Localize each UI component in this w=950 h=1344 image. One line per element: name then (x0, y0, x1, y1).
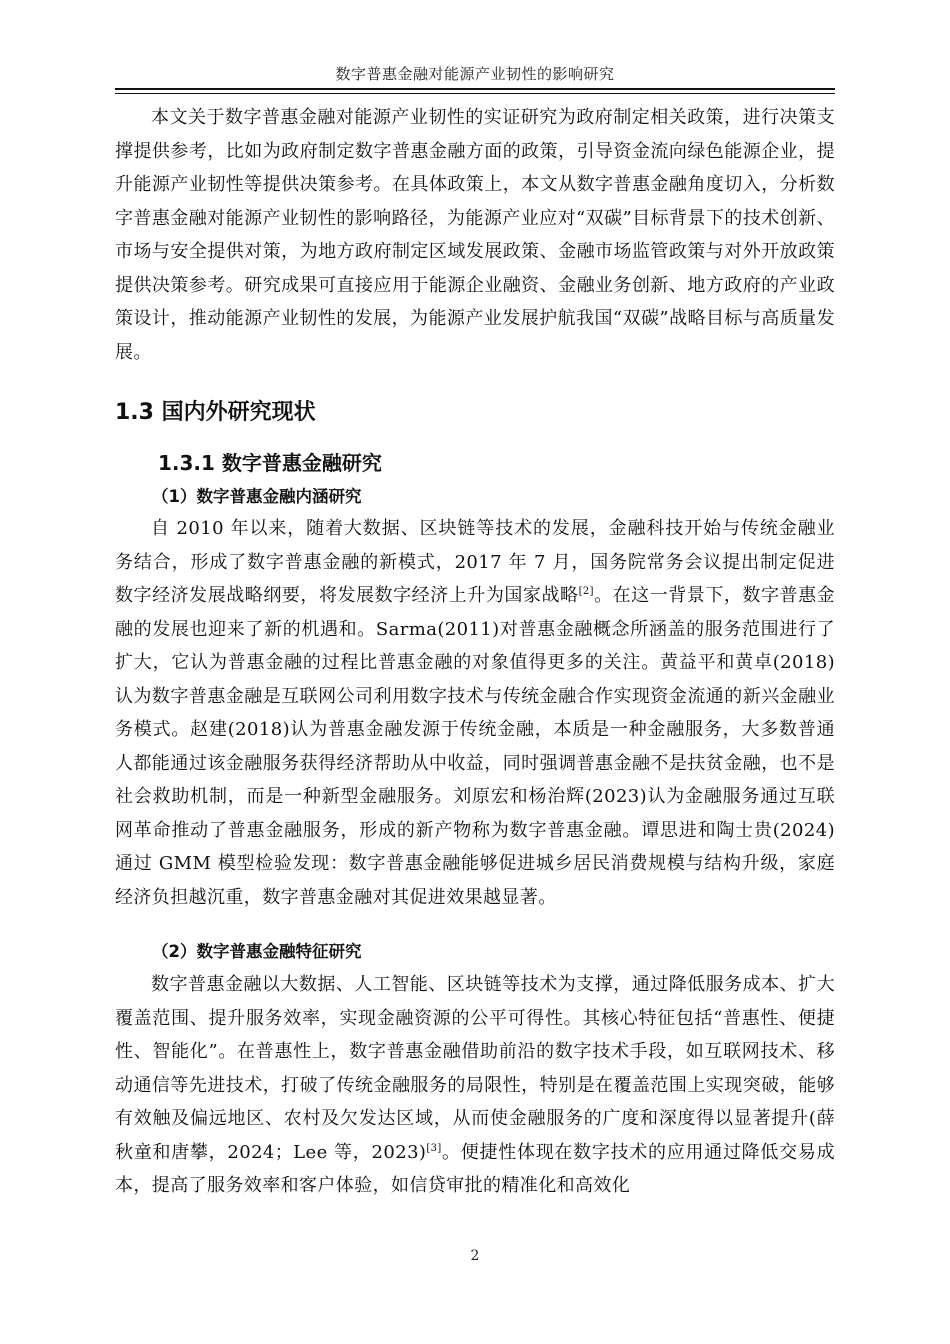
intro-paragraph: 本文关于数字普惠金融对能源产业韧性的实证研究为政府制定相关政策，进行决策支撑提供参考，比如为政府制定数字普惠金融方面的政策，引导资金流向绿色能源企业，提升能源产业韧性等提供决策参考。在具体政策上，本文从数字普惠金融角度切入，分析数字普惠金融对能源产业韧性的影响路径，为能源产业应对“双碳”目标背景下的技术创新、市场与安全提供对策，为地方政府制定区域发展政策、金融市场监管政策与对外开放政策提供决策参考。研究成果可直接应用于能源企业融资、金融业务创新、地方政府的产业政策设计，推动能源产业韧性的发展，为能源产业发展护航我国“双碳”战略目标与高质量发展。 (115, 107, 835, 363)
sub1-paragraph (115, 512, 835, 914)
subsection-heading: 1.3.1 数字普惠金融研究 (158, 451, 382, 475)
sub1-paragraph-block (115, 512, 835, 914)
section-heading: 1.3 国内外研究现状 (115, 400, 316, 425)
header-rule-thick (115, 88, 835, 90)
citation-ref-2: [2] (578, 586, 594, 597)
citation-ref-3: [3] (426, 1142, 442, 1154)
sub1-text-a: 自 2010 年以来，随着大数据、区块链等技术的发展，金融科技开始与传统金融业务结合，形成了数字普惠金融的新模式，2017 年 7 月，国务院常务会议提出制定促进数字经济发展战略纲要，将发展数字经济上升为国家战略 (115, 518, 835, 606)
sub2-paragraph-block (115, 968, 835, 1203)
sub2-paragraph (115, 968, 835, 1203)
running-header: 数字普惠金融对能源产业韧性的影响研究 (335, 65, 615, 83)
header-rule-thin (115, 93, 835, 94)
intro-paragraph-block (115, 101, 835, 369)
page-number: 2 (470, 1248, 480, 1264)
sub2-text-a: 数字普惠金融以大数据、人工智能、区块链等技术为支撑，通过降低服务成本、扩大覆盖范围、提升服务效率，实现金融资源的公平可得性。其核心特征包括“普惠性、便捷性、智能化”。在普惠性上，数字普惠金融借助前沿的数字技术手段，如互联网技术、移动通信等先进技术，打破了传统金融服务的局限性，特别是在覆盖范围上实现突破，能够有效触及偏远地区、农村及欠发达区域，从而使金融服务的广度和深度得以显著提升(薛秋童和唐攀，2024；Lee 等，2023) (115, 974, 835, 1163)
sub2-text-b: 。便捷性体现在数字技术的应用通过降低交易成本，提高了服务效率和客户体验，如信贷审批的精准化和高效化 (115, 1141, 835, 1196)
sub2-heading: （2）数字普惠金融特征研究 (152, 942, 362, 961)
sub1-heading: （1）数字普惠金融内涵研究 (152, 487, 362, 506)
sub1-text-b: 。在这一背景下，数字普惠金融的发展也迎来了新的机遇和。Sarma(2011)对普惠金融概念所涵盖的服务范围进行了扩大，它认为普惠金融的过程比普惠金融的对象值得更多的关注。黄益平和黄卓(2018)认为数字普惠金融是互联网公司利用数字技术与传统金融合作实现资金流通的新兴金融业务模式。赵建(2018)认为普惠金融发源于传统金融，本质是一种金融服务，大多数普通人都能通过该金融服务获得经济帮助从中收益，同时强调普惠金融不是扶贫金融，也不是社会救助机制，而是一种新型金融服务。刘原宏和杨治辉(2023)认为金融服务通过互联网革命推动了普惠金融服务，形成的新产物称为数字普惠金融。谭思进和陶士贵(2024)通过 GMM 模型检验发现：数字普惠金融能够促进城乡居民消费规模与结构升级，家庭经济负担越沉重，数字普惠金融对其促进效果越显著。 (115, 585, 836, 908)
